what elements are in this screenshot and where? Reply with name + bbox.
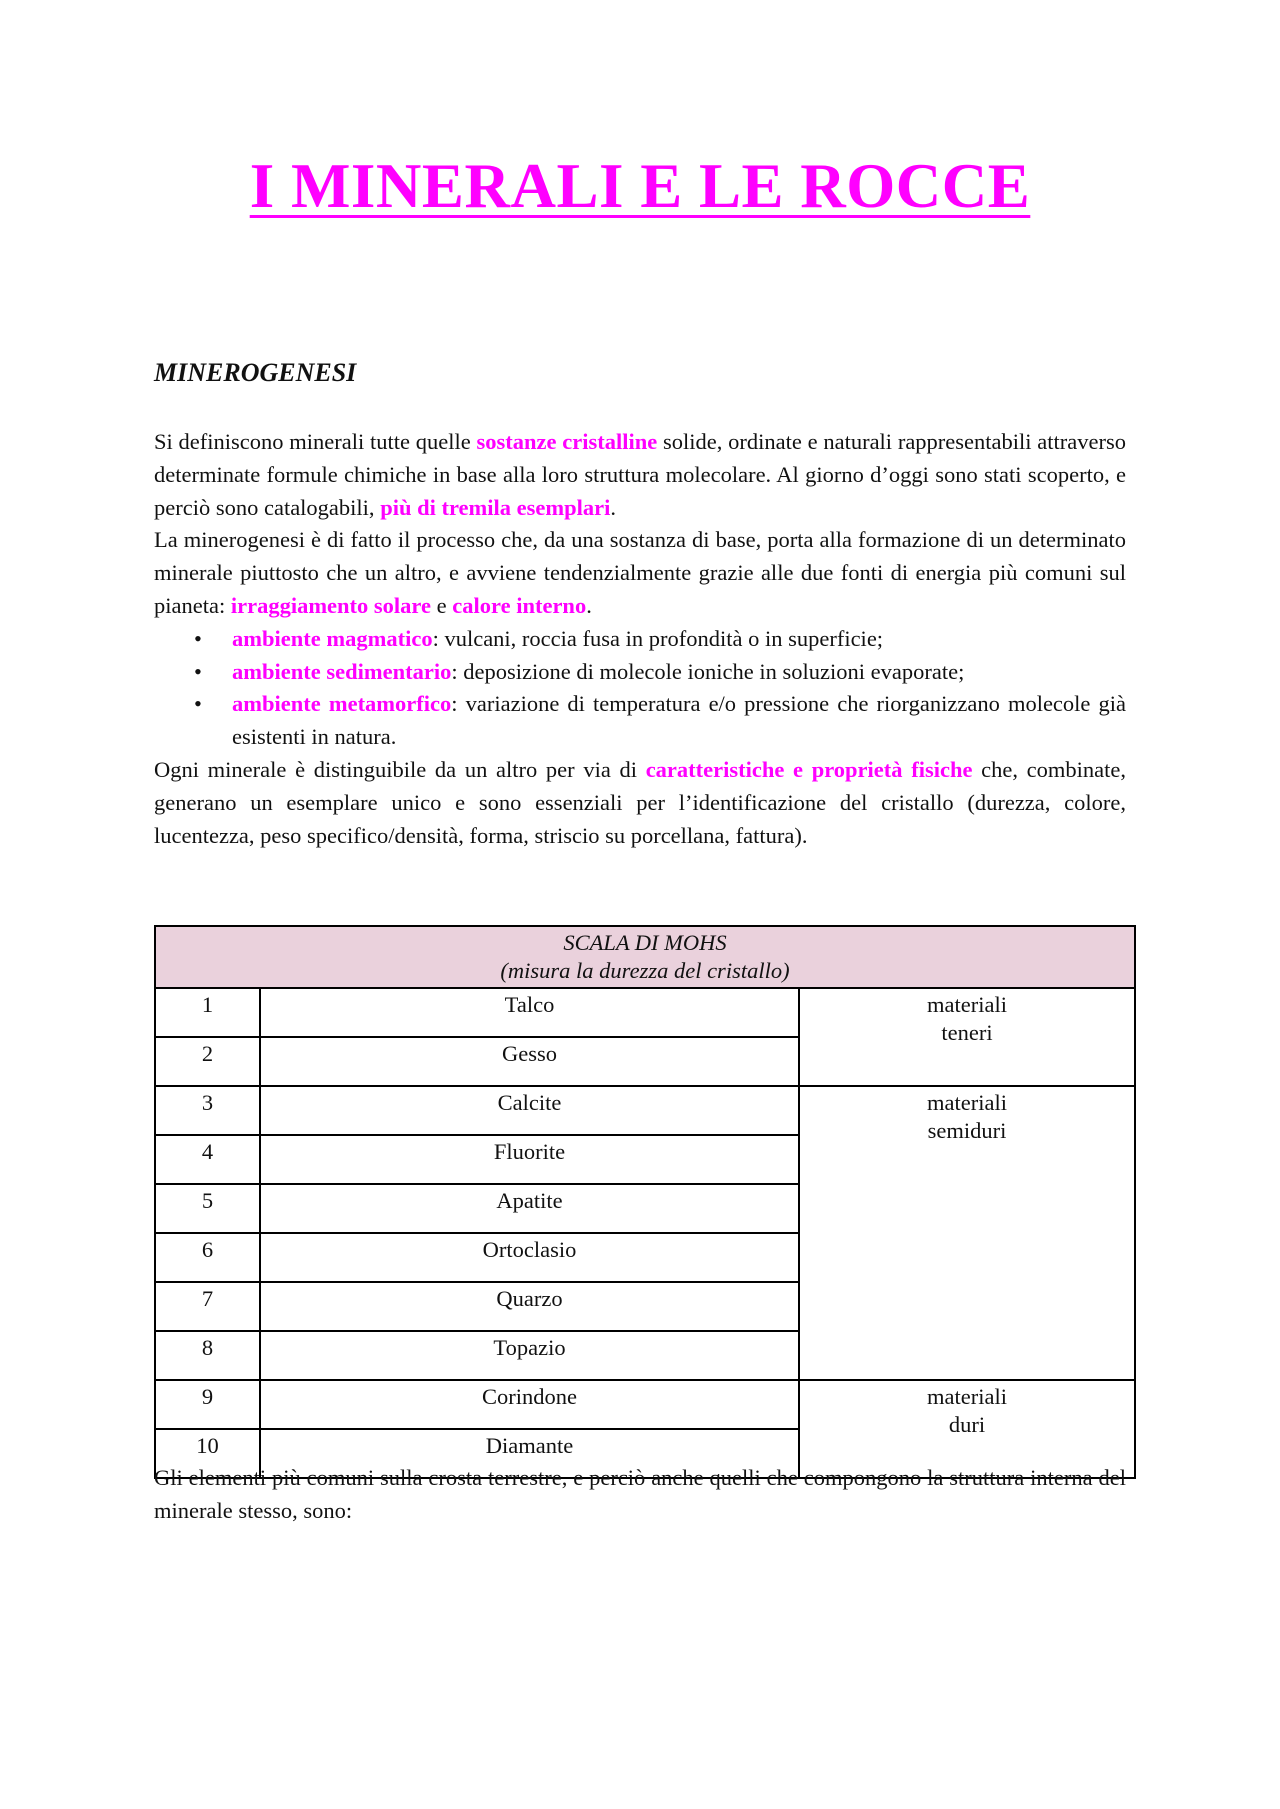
text-run: : vulcani, roccia fusa in profondità o in superficie;	[432, 625, 884, 651]
hardness-value: 6	[155, 1233, 260, 1282]
paragraph-properties	[154, 754, 1126, 852]
text-run: : variazione di temperatura e/o pressione che riorganizzano molecole già esistenti in natura.	[232, 691, 1126, 750]
highlight-term: calore interno	[452, 592, 587, 618]
text-run: e	[431, 592, 453, 618]
highlight-term: ambiente sedimentario	[232, 658, 452, 684]
hardness-value: 2	[155, 1037, 260, 1086]
intro-text	[154, 426, 1126, 852]
outro-text	[154, 1462, 1126, 1528]
mineral-name: Quarzo	[260, 1282, 799, 1331]
paragraph-elements: Gli elementi più comuni sulla crosta terrestre, e perciò anche quelli che compongono la struttura interna del minerale stesso, sono:	[154, 1465, 1126, 1523]
text-run: Si definiscono minerali tutte quelle	[154, 429, 477, 454]
group-label: materiali	[927, 1090, 1007, 1115]
table-header-subtitle: (misura la durezza del cristallo)	[500, 958, 790, 983]
hardness-value: 1	[155, 988, 260, 1037]
bullet-icon: •	[194, 658, 202, 684]
table-row	[155, 1086, 1135, 1135]
highlight-term: sostanze cristalline	[476, 429, 658, 454]
group-label: duri	[948, 1412, 986, 1437]
mineral-name: Ortoclasio	[260, 1233, 799, 1282]
highlight-term: ambiente magmatico	[232, 625, 433, 651]
hardness-value: 8	[155, 1331, 260, 1380]
bullet-icon: •	[194, 691, 202, 717]
group-label: semiduri	[927, 1118, 1007, 1143]
mineral-name: Gesso	[260, 1037, 799, 1086]
text-run: Ogni minerale è distinguibile da un altro per via di	[154, 756, 646, 782]
mineral-name: Calcite	[260, 1086, 799, 1135]
hardness-group	[799, 988, 1135, 1086]
hardness-value: 9	[155, 1380, 260, 1429]
hardness-group	[799, 1086, 1135, 1380]
text-run: solide, ordinate e naturali rappresentabili attraverso determinate formule chimiche in base alla loro struttura molecolare. Al giorno d’oggi sono stati scoperto, e perciò sono catalogabili,	[154, 429, 1126, 520]
hardness-value: 3	[155, 1086, 260, 1135]
highlight-term: irraggiamento solare	[230, 592, 432, 618]
bullet-icon: •	[194, 625, 202, 651]
list-item	[154, 656, 1126, 689]
hardness-value: 4	[155, 1135, 260, 1184]
list-item	[154, 688, 1126, 754]
table-row	[155, 1380, 1135, 1429]
group-label: materiali	[927, 1384, 1007, 1409]
list-item	[154, 623, 1126, 656]
highlight-term: più di tremila esemplari	[380, 494, 611, 520]
mineral-name: Corindone	[260, 1380, 799, 1429]
text-run: : deposizione di molecole ioniche in soluzioni evaporate;	[451, 658, 965, 684]
hardness-value: 5	[155, 1184, 260, 1233]
hardness-value: 7	[155, 1282, 260, 1331]
mineral-name: Diamante	[260, 1429, 799, 1478]
mineral-name: Topazio	[260, 1331, 799, 1380]
mineral-name: Fluorite	[260, 1135, 799, 1184]
highlight-term: caratteristiche e proprietà fisiche	[645, 756, 973, 782]
text-run: .	[586, 592, 592, 618]
text-run: .	[610, 494, 617, 520]
mohs-scale-table	[154, 925, 1136, 1479]
environment-list	[154, 623, 1126, 754]
hardness-value: 10	[155, 1429, 260, 1478]
table-header	[155, 926, 1135, 988]
paragraph-definition	[154, 426, 1126, 524]
text-run: che, combinate, generano un esemplare unico e sono essenziali per l’identificazione del cristallo (durezza, colore, lucentezza, peso specifico/densità, forma, striscio su porcellana, fattura).	[154, 756, 1127, 848]
text-run: La minerogenesi è di fatto il processo che, da una sostanza di base, porta alla formazione di un determinato minerale piuttosto che un altro, e avviene tendenzialmente grazie alle due fonti di energia più comuni sul pianeta:	[154, 527, 1126, 618]
highlight-term: ambiente metamorfico	[232, 691, 452, 717]
group-label: materiali	[927, 992, 1007, 1017]
mineral-name: Apatite	[260, 1184, 799, 1233]
group-label: teneri	[941, 1020, 993, 1045]
mineral-name: Talco	[260, 988, 799, 1037]
paragraph-minerogenesi	[154, 524, 1126, 622]
table-row	[155, 988, 1135, 1037]
page-title: I MINERALI E LE ROCCE	[249, 151, 1031, 221]
table-header-title: SCALA DI MOHS	[563, 930, 727, 955]
section-heading: MINEROGENESI	[154, 358, 357, 387]
